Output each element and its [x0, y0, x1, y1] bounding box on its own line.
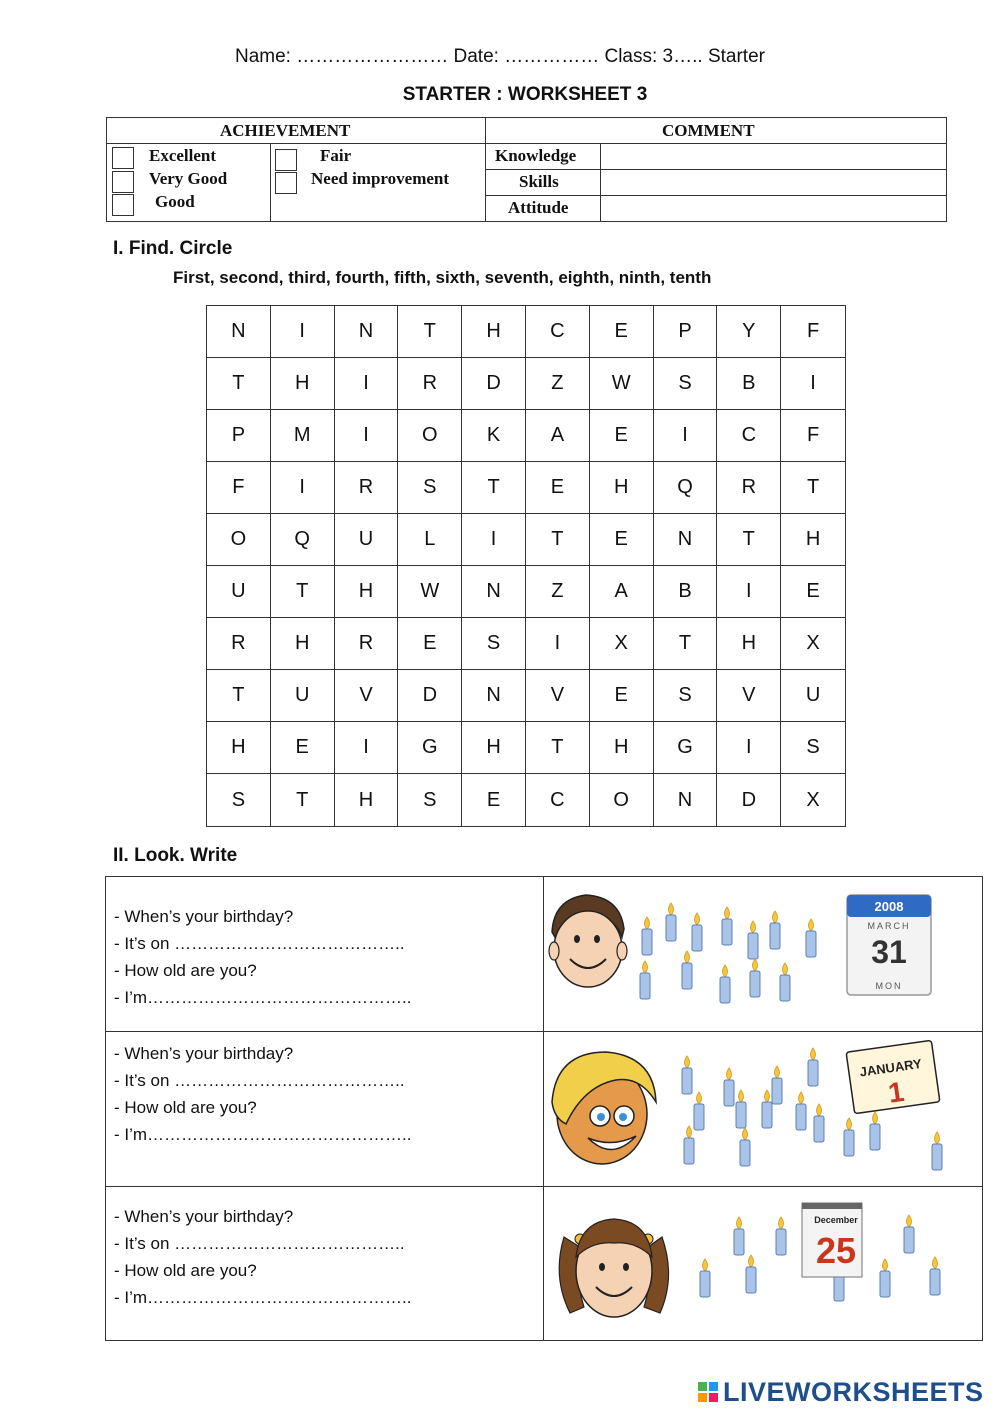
grid-cell[interactable]: R: [207, 618, 271, 670]
qa-picture-3: [544, 1187, 982, 1341]
liveworksheets-watermark: [697, 1377, 984, 1408]
grid-cell[interactable]: S: [398, 774, 462, 826]
qa-picture-2: [544, 1032, 982, 1186]
grid-cell[interactable]: T: [271, 566, 335, 618]
question-age: - How old are you?: [114, 961, 257, 980]
candle-icon: [684, 1126, 694, 1164]
qa-row-3: [106, 1187, 982, 1341]
grid-cell[interactable]: I: [654, 410, 718, 462]
grid-cell[interactable]: A: [590, 566, 654, 618]
grid-cell[interactable]: V: [335, 670, 399, 722]
grid-cell[interactable]: F: [781, 410, 845, 462]
grid-cell[interactable]: H: [462, 722, 526, 774]
question-age: - How old are you?: [114, 1261, 257, 1280]
grid-cell[interactable]: G: [398, 722, 462, 774]
grid-cell[interactable]: E: [271, 722, 335, 774]
grid-cell[interactable]: B: [717, 358, 781, 410]
grid-cell[interactable]: S: [462, 618, 526, 670]
grid-cell[interactable]: N: [335, 306, 399, 358]
grid-cell[interactable]: Q: [654, 462, 718, 514]
fair-checkbox[interactable]: [275, 149, 297, 171]
calendar-month: MARCH: [867, 921, 911, 931]
grid-cell[interactable]: K: [462, 410, 526, 462]
look-write-table: [105, 876, 983, 1341]
grid-cell[interactable]: W: [590, 358, 654, 410]
grid-cell[interactable]: O: [398, 410, 462, 462]
qa-row-1: [106, 877, 982, 1032]
grid-cell[interactable]: S: [781, 722, 845, 774]
candle-icon: [682, 1056, 692, 1094]
grid-cell[interactable]: E: [526, 462, 590, 514]
candle-icon: [640, 961, 650, 999]
candle-icon: [772, 1066, 782, 1104]
grid-cell[interactable]: N: [654, 774, 718, 826]
candle-icon: [734, 1217, 744, 1255]
candle-icon: [740, 1128, 750, 1166]
grid-cell[interactable]: N: [462, 670, 526, 722]
grid-cell[interactable]: G: [654, 722, 718, 774]
grid-cell[interactable]: Z: [526, 358, 590, 410]
candle-icon: [814, 1104, 824, 1142]
grid-cell[interactable]: H: [590, 462, 654, 514]
grid-cell[interactable]: I: [271, 462, 335, 514]
knowledge-label: Knowledge: [495, 146, 577, 165]
candle-icon: [724, 1068, 734, 1106]
candle-icon: [692, 913, 702, 951]
grid-cell[interactable]: T: [654, 618, 718, 670]
grid-cell[interactable]: E: [781, 566, 845, 618]
grid-cell[interactable]: T: [207, 670, 271, 722]
answer-age-line[interactable]: - I’m………………………………………..: [114, 988, 412, 1007]
grid-cell[interactable]: L: [398, 514, 462, 566]
calendar-icon: [847, 895, 931, 995]
grid-cell[interactable]: P: [654, 306, 718, 358]
qa-questions-1: [106, 877, 544, 1031]
grid-cell[interactable]: I: [335, 410, 399, 462]
grid-cell[interactable]: F: [781, 306, 845, 358]
candle-icon: [930, 1257, 940, 1295]
grid-cell[interactable]: U: [207, 566, 271, 618]
grid-cell[interactable]: I: [717, 722, 781, 774]
grid-cell[interactable]: H: [207, 722, 271, 774]
grid-cell[interactable]: E: [462, 774, 526, 826]
grid-cell[interactable]: H: [781, 514, 845, 566]
grid-cell[interactable]: S: [207, 774, 271, 826]
grid-cell[interactable]: N: [462, 566, 526, 618]
attitude-comment-field[interactable]: [601, 196, 946, 221]
grid-cell[interactable]: T: [271, 774, 335, 826]
grid-cell[interactable]: T: [526, 722, 590, 774]
very-good-checkbox[interactable]: [112, 171, 134, 193]
excellent-label: Excellent: [149, 146, 217, 165]
candle-icon: [762, 1090, 772, 1128]
grid-cell[interactable]: T: [462, 462, 526, 514]
answer-birthday-line[interactable]: - It’s on …………………………………..: [114, 1071, 405, 1090]
grid-cell[interactable]: N: [654, 514, 718, 566]
candle-icon: [722, 907, 732, 945]
qa-questions-2: [106, 1032, 544, 1186]
question-birthday: - When’s your birthday?: [114, 907, 294, 926]
grid-cell[interactable]: Y: [717, 306, 781, 358]
candle-icon: [682, 951, 692, 989]
grid-cell[interactable]: I: [335, 358, 399, 410]
grid-cell[interactable]: O: [590, 774, 654, 826]
grid-cell[interactable]: U: [335, 514, 399, 566]
grid-cell[interactable]: S: [654, 358, 718, 410]
grid-cell[interactable]: T: [398, 306, 462, 358]
candle-icon: [700, 1259, 710, 1297]
student-info-line: [0, 46, 1000, 68]
grid-cell[interactable]: N: [207, 306, 271, 358]
answer-birthday-line[interactable]: - It’s on …………………………………..: [114, 1234, 405, 1253]
candle-icon: [808, 1048, 818, 1086]
grid-cell[interactable]: D: [717, 774, 781, 826]
grid-cell[interactable]: I: [781, 358, 845, 410]
candle-icon: [746, 1255, 756, 1293]
grid-cell[interactable]: T: [207, 358, 271, 410]
candle-icon: [666, 903, 676, 941]
answer-age-line[interactable]: - I’m………………………………………..: [114, 1125, 412, 1144]
candle-icon: [870, 1112, 880, 1150]
grid-cell[interactable]: X: [781, 618, 845, 670]
grid-cell[interactable]: H: [590, 722, 654, 774]
grid-cell[interactable]: S: [398, 462, 462, 514]
grid-cell[interactable]: D: [462, 358, 526, 410]
grid-cell[interactable]: H: [462, 306, 526, 358]
qa-row-2: [106, 1032, 982, 1187]
candles-icon: [640, 903, 816, 1003]
good-label: Good: [155, 192, 195, 211]
word-list: First, second, third, fourth, fifth, sixth, seventh, eighth, ninth, tenth: [173, 268, 712, 287]
excellent-checkbox[interactable]: [112, 147, 134, 169]
grid-cell[interactable]: C: [526, 774, 590, 826]
fair-label: Fair: [320, 146, 352, 165]
candle-icon: [880, 1259, 890, 1297]
question-birthday: - When’s your birthday?: [114, 1207, 294, 1226]
calendar-month: JANUARY: [858, 1055, 923, 1080]
calendar-day: 1: [886, 1075, 907, 1109]
grid-cell[interactable]: T: [717, 514, 781, 566]
candle-icon: [776, 1217, 786, 1255]
qa-picture-1: [544, 877, 982, 1031]
comment-heading: COMMENT: [662, 121, 755, 140]
grid-cell[interactable]: X: [590, 618, 654, 670]
grid-cell[interactable]: A: [526, 410, 590, 462]
grid-cell[interactable]: W: [398, 566, 462, 618]
grid-cell[interactable]: R: [335, 462, 399, 514]
grid-cell[interactable]: D: [398, 670, 462, 722]
grid-cell[interactable]: E: [590, 306, 654, 358]
candle-icon: [904, 1215, 914, 1253]
section-1-title: I. Find. Circle: [113, 238, 233, 259]
qa-questions-3: [106, 1187, 544, 1341]
candle-icon: [642, 917, 652, 955]
grid-cell[interactable]: P: [207, 410, 271, 462]
liveworksheets-logo-icon: [697, 1381, 719, 1403]
grid-cell[interactable]: Q: [271, 514, 335, 566]
watermark-text: LIVEWORKSHEETS: [723, 1377, 984, 1407]
grid-cell[interactable]: V: [526, 670, 590, 722]
calendar-day: 31: [871, 934, 907, 970]
grid-cell[interactable]: B: [654, 566, 718, 618]
grid-cell[interactable]: E: [590, 670, 654, 722]
grid-cell[interactable]: H: [271, 618, 335, 670]
skills-comment-field[interactable]: [601, 170, 946, 195]
candle-icon: [780, 963, 790, 1001]
grid-cell[interactable]: T: [781, 462, 845, 514]
grid-cell[interactable]: I: [271, 306, 335, 358]
calendar-weekday: MON: [875, 981, 903, 991]
skills-label: Skills: [519, 172, 559, 191]
candle-icon: [796, 1092, 806, 1130]
calendar-icon: [846, 1040, 940, 1113]
candle-icon: [932, 1132, 942, 1170]
good-checkbox[interactable]: [112, 194, 134, 216]
candle-icon: [736, 1090, 746, 1128]
candle-icon: [748, 921, 758, 959]
attitude-label: Attitude: [508, 198, 569, 217]
grid-cell[interactable]: U: [781, 670, 845, 722]
calendar-icon: [802, 1203, 862, 1277]
very-good-label: Very Good: [149, 169, 228, 188]
grid-cell[interactable]: R: [717, 462, 781, 514]
word-search-grid: [206, 305, 846, 827]
section-2-title: II. Look. Write: [113, 845, 238, 866]
candle-icon: [720, 965, 730, 1003]
grid-cell[interactable]: E: [398, 618, 462, 670]
grid-cell[interactable]: I: [462, 514, 526, 566]
grid-cell[interactable]: H: [335, 774, 399, 826]
candle-icon: [694, 1092, 704, 1130]
grid-cell[interactable]: I: [335, 722, 399, 774]
grid-cell[interactable]: R: [398, 358, 462, 410]
candle-icon: [750, 959, 760, 997]
calendar-day: 25: [815, 1230, 857, 1271]
question-birthday: - When’s your birthday?: [114, 1044, 294, 1063]
grid-cell[interactable]: I: [526, 618, 590, 670]
candle-icon: [806, 919, 816, 957]
student-info-text: Name: …………………… Date: …………… Class: 3….. Starter: [235, 46, 765, 67]
achievement-heading: ACHIEVEMENT: [220, 121, 351, 140]
grid-cell[interactable]: M: [271, 410, 335, 462]
grid-cell[interactable]: R: [335, 618, 399, 670]
grid-cell[interactable]: Z: [526, 566, 590, 618]
knowledge-comment-field[interactable]: [601, 144, 946, 169]
grid-cell[interactable]: V: [717, 670, 781, 722]
grid-cell[interactable]: X: [806, 788, 820, 811]
need-improvement-label: Need improvement: [311, 169, 450, 188]
grid-cell[interactable]: H: [717, 618, 781, 670]
calendar-month: December: [814, 1215, 858, 1225]
grid-cell[interactable]: H: [335, 566, 399, 618]
grid-cell[interactable]: C: [717, 410, 781, 462]
boy-face-icon: [549, 895, 627, 987]
girl-face-icon: [559, 1219, 668, 1317]
candle-icon: [770, 911, 780, 949]
question-age: - How old are you?: [114, 1098, 257, 1117]
grid-cell[interactable]: T: [526, 514, 590, 566]
candle-icon: [844, 1118, 854, 1156]
grid-cell[interactable]: E: [590, 514, 654, 566]
worksheet-title: STARTER : WORKSHEET 3: [402, 84, 648, 105]
grid-cell[interactable]: S: [654, 670, 718, 722]
grid-cell[interactable]: H: [271, 358, 335, 410]
grid-cell[interactable]: O: [207, 514, 271, 566]
calendar-year: 2008: [874, 899, 904, 914]
grid-cell[interactable]: F: [207, 462, 271, 514]
answer-birthday-line[interactable]: - It’s on …………………………………..: [114, 934, 405, 953]
grid-cell[interactable]: C: [526, 306, 590, 358]
grid-cell[interactable]: I: [717, 566, 781, 618]
need-improvement-checkbox[interactable]: [275, 172, 297, 194]
grid-cell[interactable]: U: [271, 670, 335, 722]
blonde-child-face-icon: [552, 1052, 656, 1164]
achievement-comment-table: [106, 117, 947, 222]
grid-cell[interactable]: E: [590, 410, 654, 462]
answer-age-line[interactable]: - I’m………………………………………..: [114, 1288, 412, 1307]
